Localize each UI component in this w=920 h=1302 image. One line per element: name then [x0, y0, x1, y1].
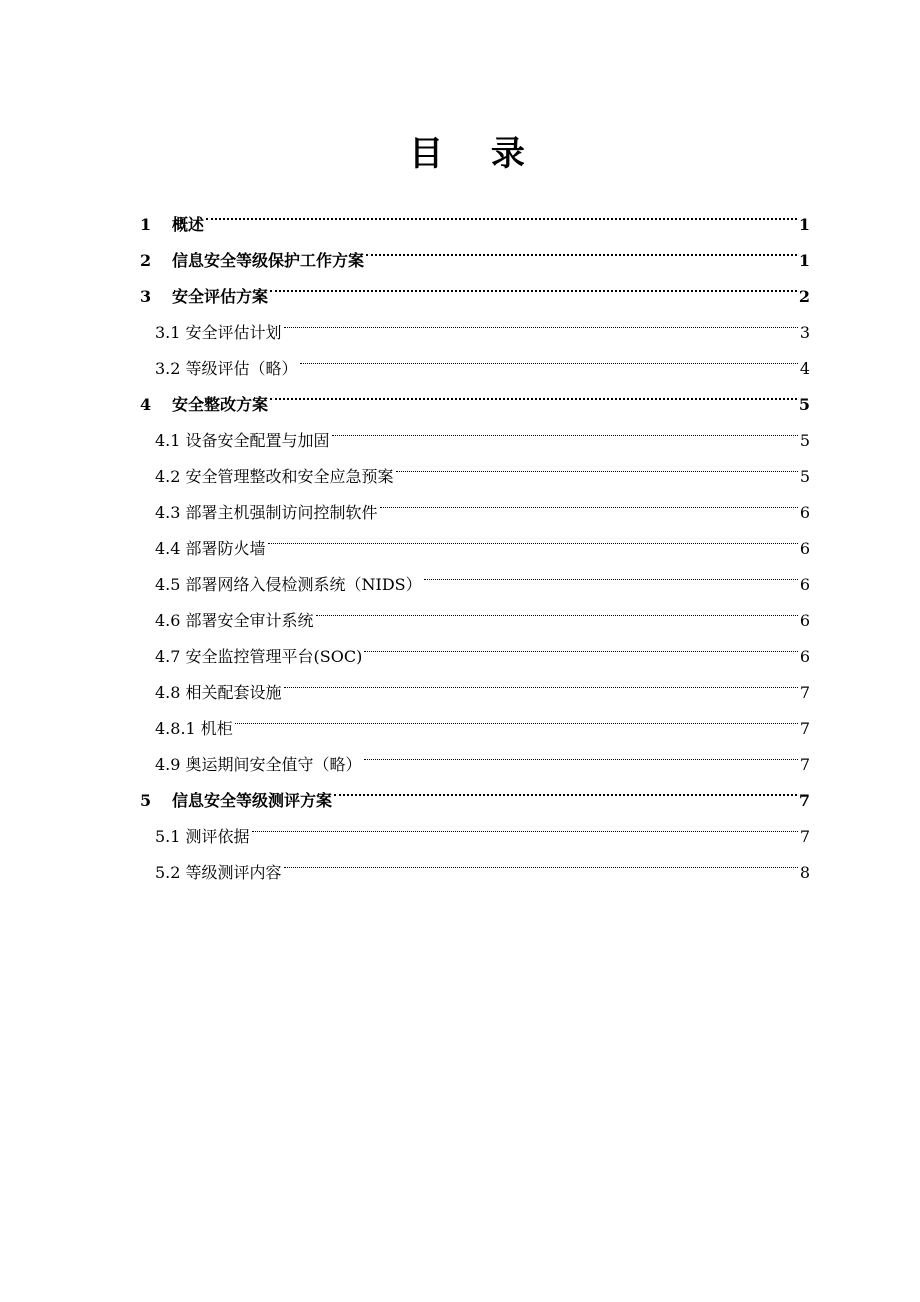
toc-entry-label: 3.2 等级评估（略） — [155, 359, 298, 378]
toc-entry-label: 4.5 部署网络入侵检测系统（NIDS） — [155, 575, 422, 594]
toc-entry-page-number: 6 — [799, 539, 810, 558]
toc-dot-leader — [364, 734, 798, 770]
toc-entry-page-number: 2 — [798, 287, 810, 306]
toc-entry-page-number: 7 — [799, 755, 810, 774]
toc-dot-leader — [206, 194, 797, 230]
toc-entry-label: 4.8.1 机柜 — [155, 719, 233, 738]
toc-title: 目 录 — [409, 134, 543, 174]
toc-entry-page-number: 4 — [799, 359, 810, 378]
toc-entry-label: 4.6 部署安全审计系统 — [155, 611, 314, 630]
toc-entry-page-number: 6 — [799, 503, 810, 522]
toc-dot-leader — [300, 338, 798, 374]
toc-entry-page-number: 7 — [799, 827, 810, 846]
toc-dot-leader — [380, 482, 798, 518]
toc-entry-page-number: 6 — [799, 647, 810, 666]
toc-entry-label: 4.1 设备安全配置与加固 — [155, 431, 330, 450]
toc-entry-label: 5.2 等级测评内容 — [155, 863, 282, 882]
table-of-contents — [140, 194, 810, 882]
toc-entry-label: 3.1 安全评估计划 — [155, 323, 282, 342]
toc-entry-page-number: 7 — [798, 791, 810, 810]
toc-entry-page-number: 6 — [799, 611, 810, 630]
toc-dot-leader — [332, 410, 798, 446]
toc-dot-leader — [270, 266, 797, 302]
toc-dot-leader — [252, 806, 798, 842]
toc-dot-leader — [364, 626, 797, 662]
toc-entry-page-number: 1 — [798, 215, 810, 234]
toc-dot-leader — [284, 302, 798, 338]
toc-dot-leader — [270, 374, 797, 410]
toc-entry[interactable] — [140, 194, 810, 234]
toc-entry[interactable] — [140, 230, 810, 270]
toc-entry-label: 信息安全等级保护工作方案 — [172, 251, 365, 270]
toc-entry-page-number: 3 — [799, 323, 810, 342]
toc-dot-leader — [268, 518, 798, 554]
toc-dot-leader — [235, 698, 798, 734]
toc-entry-page-number: 6 — [799, 575, 810, 594]
toc-entry-label: 概述 — [172, 215, 205, 234]
toc-dot-leader — [284, 842, 798, 878]
toc-entry-label: 安全评估方案 — [172, 287, 269, 306]
toc-entry-label: 信息安全等级测评方案 — [172, 791, 333, 810]
toc-entry-label: 4.3 部署主机强制访问控制软件 — [155, 503, 378, 522]
toc-entry-page-number: 8 — [799, 863, 810, 882]
toc-entry-page-number: 1 — [798, 251, 810, 270]
toc-dot-leader — [366, 230, 797, 266]
toc-dot-leader — [316, 590, 798, 626]
toc-entry[interactable] — [140, 698, 810, 738]
toc-entry-page-number: 5 — [798, 395, 810, 414]
toc-entry-label: 4.9 奥运期间安全值守（略） — [155, 755, 362, 774]
toc-entry[interactable] — [140, 734, 810, 774]
toc-entry-label: 5.1 测评依据 — [155, 827, 250, 846]
toc-entry-number: 5 — [140, 791, 152, 810]
toc-entry-label: 4.7 安全监控管理平台(SOC) — [155, 647, 363, 666]
toc-entry-number: 4 — [140, 395, 152, 414]
toc-entry-page-number: 5 — [799, 467, 810, 486]
toc-entry-page-number: 7 — [799, 683, 810, 702]
toc-entry-number: 3 — [140, 287, 152, 306]
toc-dot-leader — [284, 662, 798, 698]
toc-entry-label: 4.2 安全管理整改和安全应急预案 — [155, 467, 394, 486]
toc-entry-label: 4.8 相关配套设施 — [155, 683, 282, 702]
toc-dot-leader — [424, 554, 798, 590]
toc-dot-leader — [396, 446, 798, 482]
toc-entry-label: 安全整改方案 — [172, 395, 269, 414]
toc-entry-label: 4.4 部署防火墙 — [155, 539, 266, 558]
toc-entry-page-number: 5 — [799, 431, 810, 450]
toc-entry-number: 2 — [140, 251, 152, 270]
toc-dot-leader — [334, 770, 797, 806]
toc-entry-page-number: 7 — [799, 719, 810, 738]
toc-entry-number: 1 — [140, 215, 152, 234]
